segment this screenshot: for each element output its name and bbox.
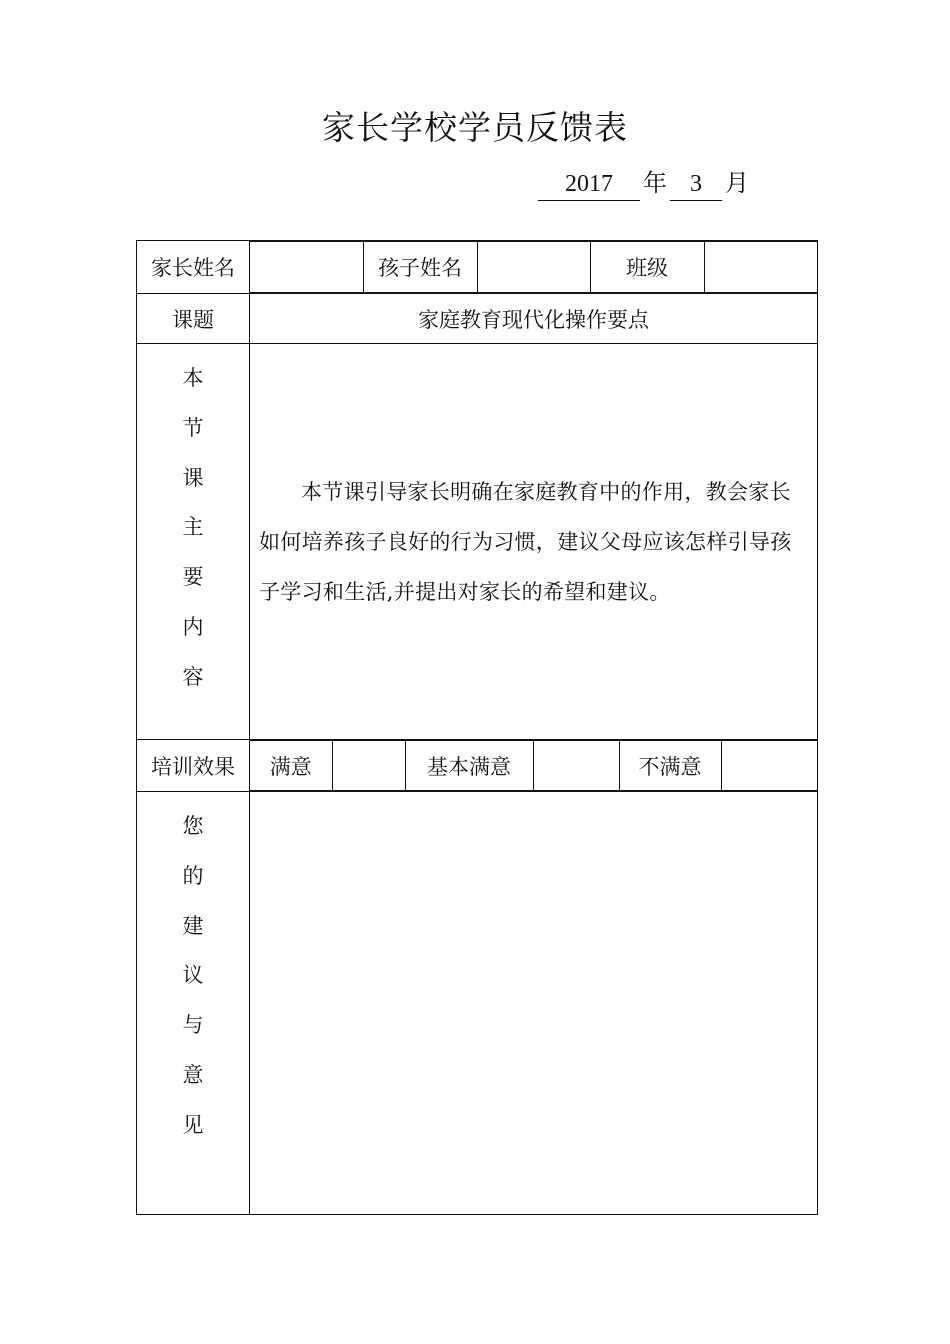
satisfied-label: 满意 (250, 741, 332, 791)
unsatisfied-label: 不满意 (619, 741, 721, 791)
content-cell (250, 344, 818, 740)
content-label-char: 要 (182, 565, 204, 590)
child-name-field[interactable] (477, 242, 590, 293)
satisfied-checkbox[interactable] (332, 741, 405, 791)
content-label (137, 344, 250, 740)
year-field[interactable]: 2017 (538, 168, 640, 201)
table-row-names (137, 241, 818, 294)
suggestions-label-char: 您 (182, 814, 204, 838)
table-row-topic (137, 294, 818, 344)
suggestions-field[interactable] (250, 792, 818, 1215)
content-text: 本节课引导家长明确在家庭教育中的作用，教会家长如何培养孩子良好的行为习惯，建议父母应该怎样引导孩子学习和生活,并提出对家长的希望和建议。 (259, 479, 792, 604)
table-row-suggestions (137, 792, 818, 1215)
content-label-char: 内 (182, 614, 204, 639)
parent-name-field[interactable] (250, 242, 363, 293)
table-row-content (137, 344, 818, 740)
class-field[interactable] (704, 242, 818, 293)
content-label-char: 容 (182, 664, 204, 689)
suggestions-label (137, 792, 250, 1215)
month-label: 月 (725, 171, 749, 197)
suggestions-label-char: 议 (182, 963, 204, 988)
suggestions-label-char: 的 (182, 863, 204, 888)
topic-label: 课题 (137, 294, 250, 344)
child-name-label: 孩子姓名 (363, 242, 477, 293)
basic-satisfied-label: 基本满意 (405, 741, 533, 791)
suggestions-label-char: 与 (182, 1013, 204, 1038)
content-label-char: 节 (182, 415, 204, 440)
content-label-char: 课 (182, 465, 204, 490)
effect-label: 培训效果 (137, 740, 250, 792)
feedback-table (136, 240, 818, 1215)
effect-subtable (250, 740, 817, 791)
year-label: 年 (643, 171, 667, 197)
topic-value: 家庭教育现代化操作要点 (250, 294, 818, 344)
parent-name-label: 家长姓名 (137, 241, 250, 294)
date-line (538, 168, 752, 201)
month-field[interactable]: 3 (670, 168, 722, 201)
table-row-effect (137, 740, 818, 792)
unsatisfied-checkbox[interactable] (721, 741, 817, 791)
form-title: 家长学校学员反馈表 (322, 108, 628, 147)
suggestions-label-char: 建 (182, 913, 204, 938)
suggestions-label-char: 见 (182, 1112, 204, 1137)
content-label-char: 本 (182, 366, 204, 390)
names-subtable (250, 241, 818, 293)
basic-satisfied-checkbox[interactable] (533, 741, 619, 791)
class-label: 班级 (590, 242, 704, 293)
content-label-char: 主 (182, 515, 204, 540)
suggestions-label-char: 意 (182, 1062, 204, 1087)
